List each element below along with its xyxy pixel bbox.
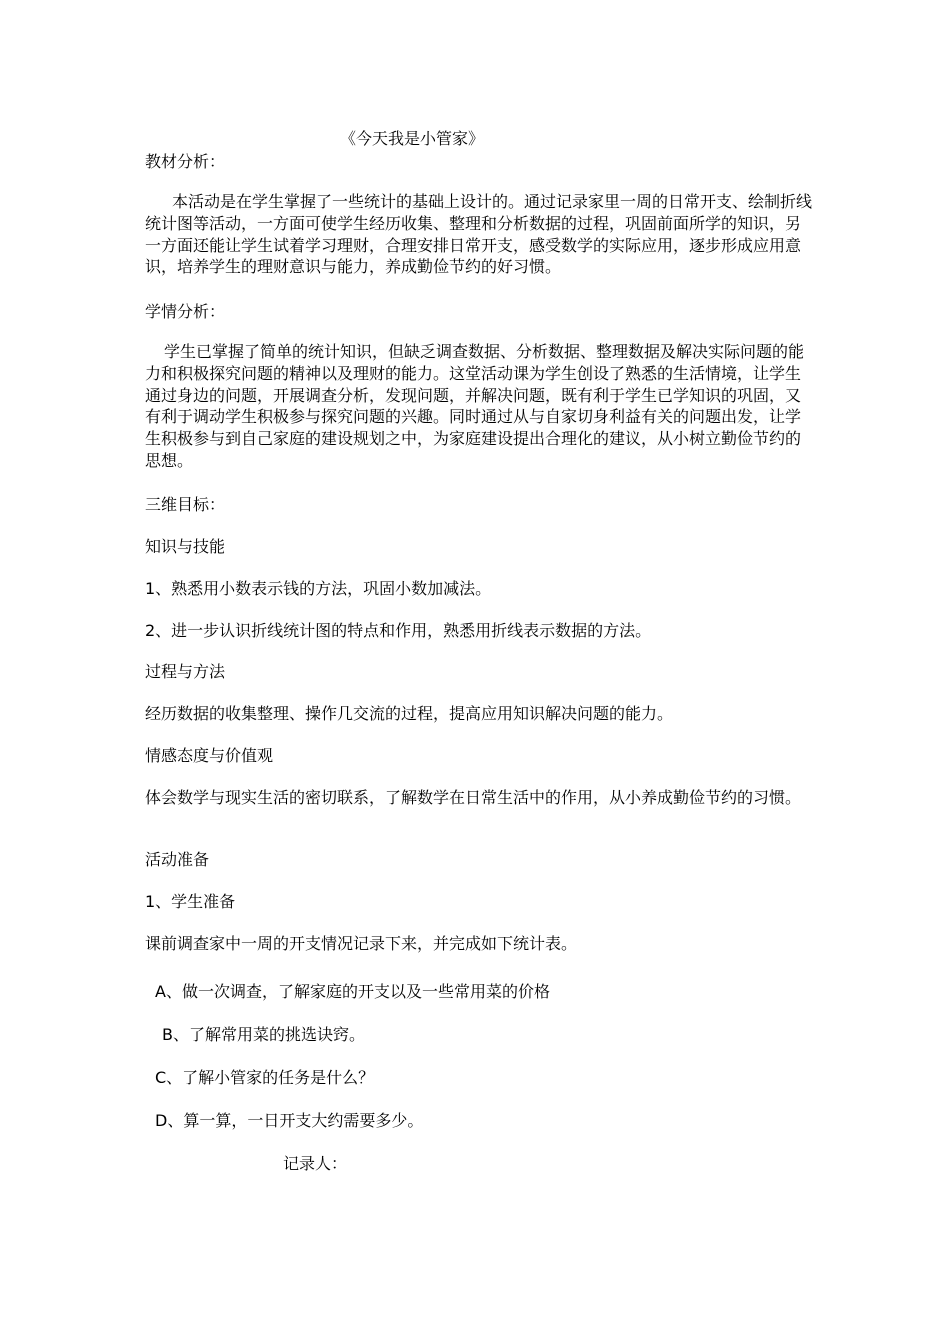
task-item-a: A、做一次调查，了解家庭的开支以及一些常用菜的价格 [155,982,550,1001]
recorder-label: 记录人： [283,1154,348,1173]
knowledge-item-2: 2、进一步认识折线统计图的特点和作用，熟悉用折线表示数据的方法。 [145,621,652,640]
process-method-heading: 过程与方法 [145,662,226,681]
process-method-body: 经历数据的收集整理、操作几交流的过程，提高应用知识解决问题的能力。 [145,704,674,723]
knowledge-item-1: 1、熟悉用小数表示钱的方法，巩固小数加减法。 [145,579,492,598]
task-item-d: D、算一算，一日开支大约需要多少。 [155,1111,424,1130]
emotion-values-heading: 情感态度与价值观 [145,746,274,765]
textbook-analysis-heading: 教材分析： [145,152,226,171]
textbook-analysis-body: 本活动是在学生掌握了一些统计的基础上设计的。通过记录家里一周的日常开支、绘制折线统计图等活动，一方面可使学生经历收集、整理和分析数据的过程，巩固前面所学的知识，另一方面还能让学生试着学习理财，合理安排日常开支，感受数学的实际应用，逐步形成应用意识，培养学生的理财意识与能力，养成勤俭节约的好习惯。 [145,192,813,277]
knowledge-skills-heading: 知识与技能 [145,537,226,556]
document-title: 《今天我是小管家》 [340,129,485,148]
activity-prep-heading: 活动准备 [145,850,210,869]
task-item-b: B、了解常用菜的挑选诀窍。 [162,1025,365,1044]
task-item-c: C、了解小管家的任务是什么？ [155,1068,375,1087]
three-dimensional-goals-heading: 三维目标： [145,495,226,514]
student-prep-body: 课前调查家中一周的开支情况记录下来，并完成如下统计表。 [145,934,578,953]
student-prep-item: 1、学生准备 [145,892,236,911]
emotion-values-body: 体会数学与现实生活的密切联系，了解数学在日常生活中的作用，从小养成勤俭节约的习惯。 [145,788,802,807]
learner-analysis-heading: 学情分析： [145,302,226,321]
learner-analysis-body: 学生已掌握了简单的统计知识，但缺乏调查数据、分析数据、整理数据及解决实际问题的能力和积极探究问题的精神以及理财的能力。这堂活动课为学生创设了熟悉的生活情境，让学生通过身边的问题，开展调查分析，发现问题，并解决问题，既有利于学生已学知识的巩固，又有利于调动学生积极参与探究问题的兴趣。同时通过从与自家切身利益有关的问题出发，让学生积极参与到自己家庭的建设规划之中，为家庭建设提出合理化的建议，从小树立勤俭节约的思想。 [145,342,805,470]
